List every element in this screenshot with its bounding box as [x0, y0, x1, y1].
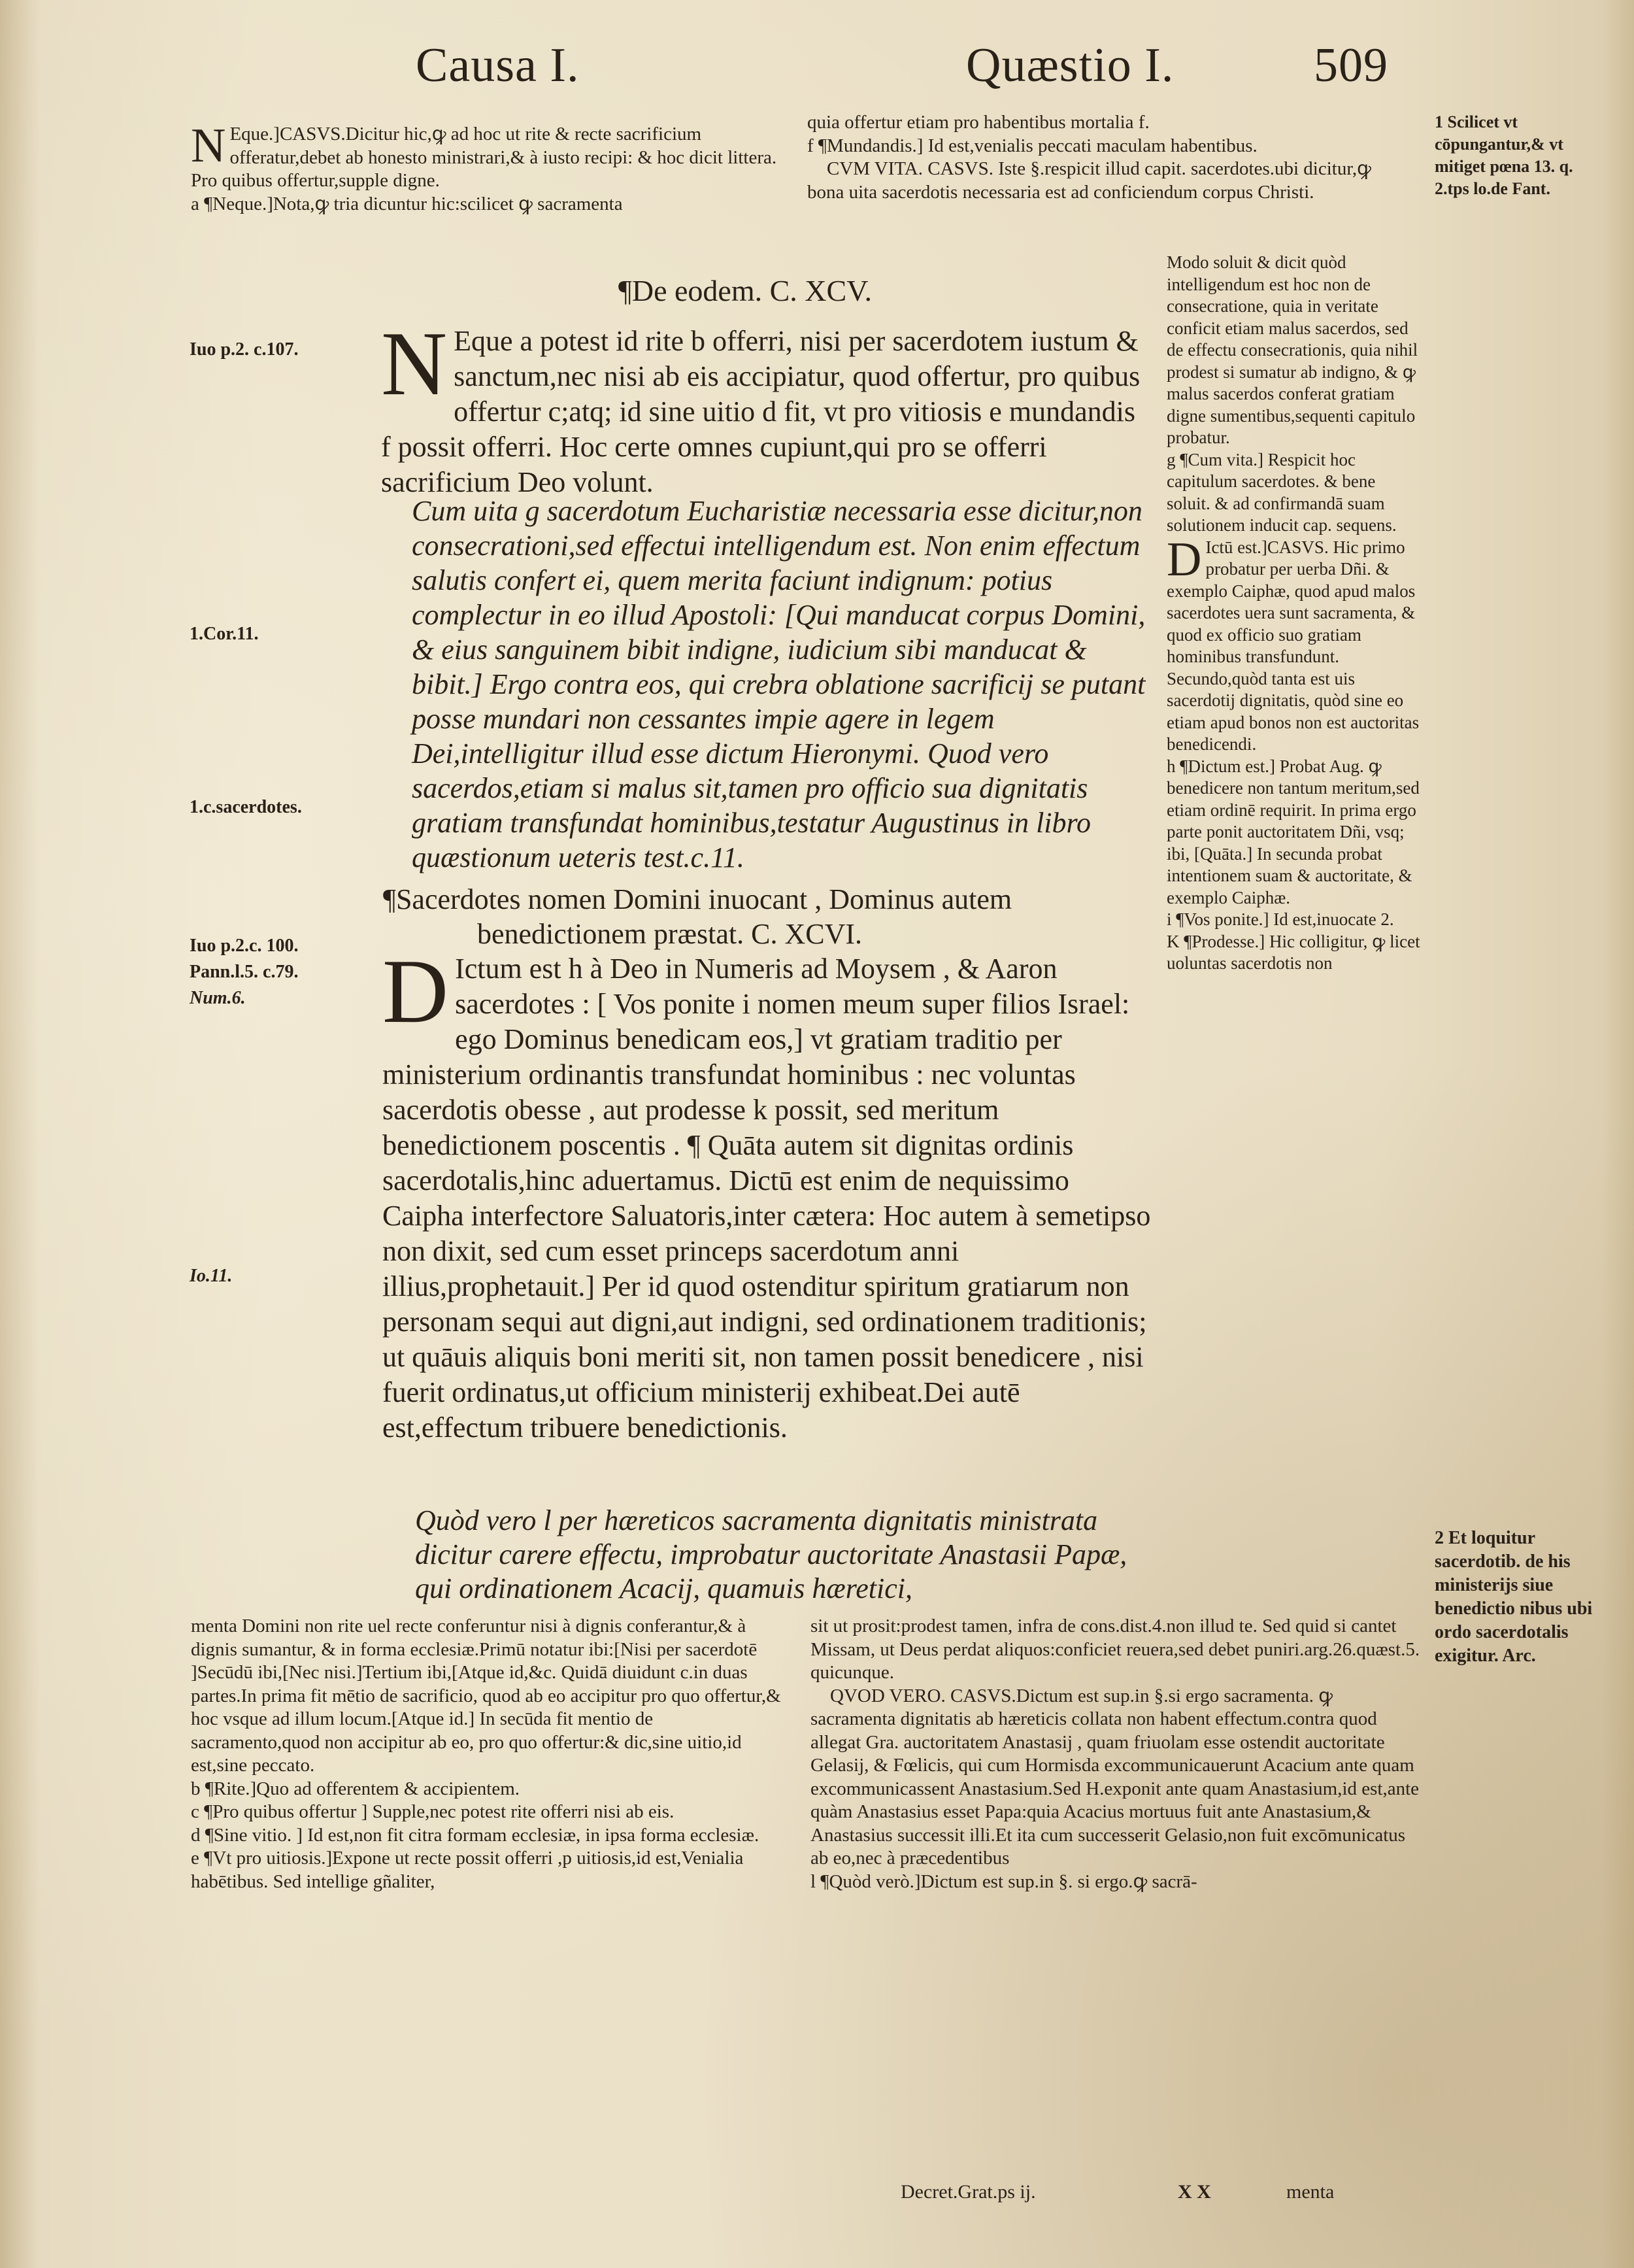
- gloss-e: e ¶Vt pro uitiosis.]Expone ut recte possit offerri ,p uitiosis,id est,Venialia habētibus. Sed intellige gñaliter,: [191, 1848, 744, 1892]
- gloss-top-left: [191, 119, 779, 216]
- gloss-k: K ¶Prodesse.] Hic colligitur, ꝙ licet uoluntas sacerdotis non: [1167, 931, 1420, 973]
- running-header-quaestio: Quæstio I.: [966, 39, 1175, 92]
- catchword: menta: [1286, 2181, 1335, 2203]
- gloss-h: h ¶Dictum est.] Probat Aug. ꝙ benedicere non tantum meritum,sed etiam ordinē requirit. In prima ergo parte ponit auctoritatem Dñi, vsq; ibi, [Quāta.] In secunda probat intentionem suam & auctoritate, & exemplo Caiphæ.: [1167, 756, 1420, 907]
- initial-d-large: D: [382, 941, 449, 1042]
- gloss-modo-soluit: Modo soluit & dicit quòd intelligendum est hoc non de consecratione, quia in veritate conficit etiam malus sacerdos, sed de effectu consecrationis, quia nihil prodest si sumatur ab indigno, & ꝙ malus sacerdos conferat gratiam digne sumentibus,sequenti capitulo probatur.: [1167, 252, 1418, 447]
- initial-n: N: [191, 119, 226, 173]
- gloss-top-middle: [807, 111, 1395, 204]
- page-number: 509: [1314, 39, 1388, 92]
- chapter-95-body: Eque a potest id rite b offerri, nisi per sacerdotem iustum & sanctum,nec nisi ab eis accipiatur, quod offertur, pro quibus offertur c;atq; id sine uitio d fit, vt pro vitiosis e mundandis f possit offerri. Hoc certe omnes cupiunt,qui pro se offerri sacrificium Deo volunt.: [381, 325, 1141, 498]
- gloss-quod-vero: QVOD VERO. CASVS.Dictum est sup.in §.si ergo sacramenta. ꝙ sacramenta dignitatis ab hæreticis collata non habent effectum.contra quod allegat Gra. auctoritatem Anastasij , quam friuolam esse ostendit auctoritate Gelasij, & Fœlicis, qui cum Hormisda excommunicauerunt Acacium ante quam excommunicassent Anastasium.Sed H.exponit ante quam Anastasium,id est,ante quàm Anastasius esset Papa:quia Acacius mortuus fuit ante Anastasium,& Anastasius successit illi.Et ita cum successerit Gelasio,non fuit excōmunicatus ab eo,nec à præcedentibus: [810, 1685, 1420, 1869]
- chapter-95-title: ¶De eodem. C. XCV.: [618, 274, 872, 307]
- gloss-bottom-middle: [810, 1615, 1422, 1893]
- margin-note-2: 2 Et loquitur sacerdotib. de his ministerijs siue benedictio nibus ubi ordo sacerdotalis exigitur. Arc.: [1435, 1528, 1593, 1666]
- margin-ref-num: Num.6.: [190, 988, 246, 1008]
- gloss-menta: menta Domini non rite uel recte conferuntur nisi à dignis conferantur,& à dignis sumantur, & in forma ecclesiæ.Primū notatur ibi:[Nisi per sacerdotē ]Secūdū ibi,[Nec nisi.]Tertium ibi,[Atque id,&c. Quidā diuidunt c.in duas partes.In prima fit mētio de sacrificio, quod ab eo accipitur pro quo offertur,& hoc vsque ad illum locum.[Atque id.] In secūda fit mentio de sacramento,quod non accipitur ab eo, pro quo offertur:& dic,sine uitio,id est,sine peccato.: [191, 1616, 781, 1776]
- chapter-96-italic: Quòd vero l per hæreticos sacramenta dignitatis ministrata dicitur carere effectu, improbatur auctoritate Anastasii Papæ, qui ordinationem Acacij, quamuis hæretici,: [415, 1504, 1127, 1604]
- gloss-dictum-block: [1167, 532, 1422, 756]
- margin-ref-iuo-100: Iuo p.2.c. 100.: [190, 936, 299, 956]
- gloss-sit-ut: sit ut prosit:prodest tamen, infra de cons.dist.4.non illud te. Sed quid si cantet Missam, ut Deus perdat aliquos:conficiet reuera,sed debet puniri.arg.26.quæst.5. quicunque.: [810, 1616, 1420, 1683]
- gloss-i: i ¶Vos ponite.] Id est,inuocate 2.: [1167, 909, 1394, 929]
- gloss-g: g ¶Cum vita.] Respicit hoc capitulum sacerdotes. & bene soluit. & ad confirmandā suam solutionem inducit cap. sequens.: [1167, 449, 1397, 535]
- margin-ref-pann: Pann.l.5. c.79.: [190, 962, 299, 982]
- gloss-b: b ¶Rite.]Quo ad offerentem & accipientem.: [191, 1778, 520, 1799]
- gloss-l: l ¶Quòd verò.]Dictum est sup.in §. si ergo.ꝙ sacrā-: [810, 1870, 1197, 1892]
- margin-ref-iuo-107: Iuo p.2. c.107.: [190, 339, 299, 360]
- signature-mark: Decret.Grat.ps ij.: [901, 2181, 1036, 2203]
- margin-ref-cor: 1.Cor.11.: [190, 624, 259, 644]
- gloss-bottom-left: [191, 1615, 782, 1893]
- chapter-96-title-2: benedictionem præstat. C. XCVI.: [477, 918, 863, 950]
- chapter-96-body: Ictum est h à Deo in Numeris ad Moysem , & Aaron sacerdotes : [ Vos ponite i nomen meum super filios Israel: ego Dominus benedicam eos,] vt gratiam traditio per ministerium ordinantis transfundat hominibus : nec voluntas sacerdotis obesse , aut prodesse k possit, sed meritum benedictionem poscentis . ¶ Quāta autem sit dignitas ordinis sacerdotalis,hinc aduertamus. Dictū est enim de nequissimo Caipha interfectore Saluatoris,inter cætera: Hoc autem à semetipso non dixit, sed cum esset princeps sacerdotum anni illius,prophetauit.] Per id quod ostenditur spiritum gratiarum non personam sequi aut digni,aut indigni, sed ordinationem traditionis; ut quāuis aliquis boni meriti sit, non tamen possit benedicere , nisi fuerit ordinatus,ut officium ministerij exhibeat.Dei autē est,effectum tribuere benedictionis.: [382, 953, 1151, 1444]
- margin-ref-sacerdotes: 1.c.sacerdotes.: [190, 797, 302, 817]
- gloss-dictum: Ictū est.]CASVS. Hic primo probatur per uerba Dñi. & exemplo Caiphæ, quod apud malos sacerdotes uera sunt sacramenta, & quod ex officio suo gratiam hominibus transfundunt. Secundo,quòd tanta est uis sacerdotij dignitatis, quòd sine eo etiam apud bonos non est auctoritas benedicendi.: [1167, 537, 1420, 754]
- margin-ref-io: Io.11.: [190, 1266, 233, 1286]
- chapter-96-text: [382, 941, 1154, 1446]
- initial-n-large: N: [381, 313, 448, 415]
- gloss-text2: f ¶Mundandis.] Id est,venialis peccati maculam habentibus.: [807, 135, 1258, 156]
- chapter-95-italic: Cum uita g sacerdotum Eucharistiæ necessaria esse dicitur,non consecrationi,sed effectui intelligendum est. Non enim effectum salutis confert ei, quem merita faciunt indignum: potius complectur in eo illud Apostoli: [Qui manducat corpus Domini, & eius sanguinem bibit indigne, iudicium sibi manducat & bibit.] Ergo contra eos, qui crebra oblatione sacrificij se putant posse mundari non cessantes impie agere in legem Dei,intelligitur illud esse dictum Hieronymi. Quod vero sacerdos,etiam si malus sit,tamen pro officio sua dignitatis gratiam transfundat hominibus,testatur Augustinus in libro quæstionum ueteris test.c.11.: [412, 495, 1146, 873]
- gloss-right-column: [1167, 252, 1422, 975]
- chapter-96-title-1: ¶Sacerdotes nomen Domini inuocant , Dominus autem: [383, 883, 1012, 915]
- sheet-mark: X X: [1178, 2181, 1211, 2203]
- margin-note-1: 1 Scilicet vt cōpungantur,& vt mitiget pœna 13. q. 2.tps lo.de Fant.: [1435, 112, 1573, 198]
- chapter-95-text: [381, 313, 1149, 500]
- gloss-note-a: a ¶Neque.]Nota,ꝙ tria dicuntur hic:scilicet ꝙ sacramenta: [191, 193, 623, 214]
- gloss-text1: quia offertur etiam pro habentibus mortalia f.: [807, 112, 1150, 133]
- initial-d-small: D: [1167, 532, 1202, 586]
- running-header-causa: Causa I.: [416, 39, 580, 92]
- gloss-casus: Eque.]CASVS.Dicitur hic,ꝙ ad hoc ut rite & recte sacrificium offeratur,debet ab honesto ministrari,& à iusto recipi: & hoc dicit littera. Pro quibus offertur,supple digne.: [191, 124, 777, 191]
- gloss-cum-vita: CVM VITA. CASVS. Iste §.respicit illud capit. sacerdotes.ubi dicitur,ꝙ bona uita sacerdotis necessaria est ad conficiendum corpus Christi.: [807, 158, 1371, 203]
- gloss-c: c ¶Pro quibus offertur ] Supple,nec potest rite offerri nisi ab eis.: [191, 1801, 675, 1822]
- gloss-d: d ¶Sine vitio. ] Id est,non fit citra formam ecclesiæ, in ipsa forma ecclesiæ.: [191, 1824, 759, 1846]
